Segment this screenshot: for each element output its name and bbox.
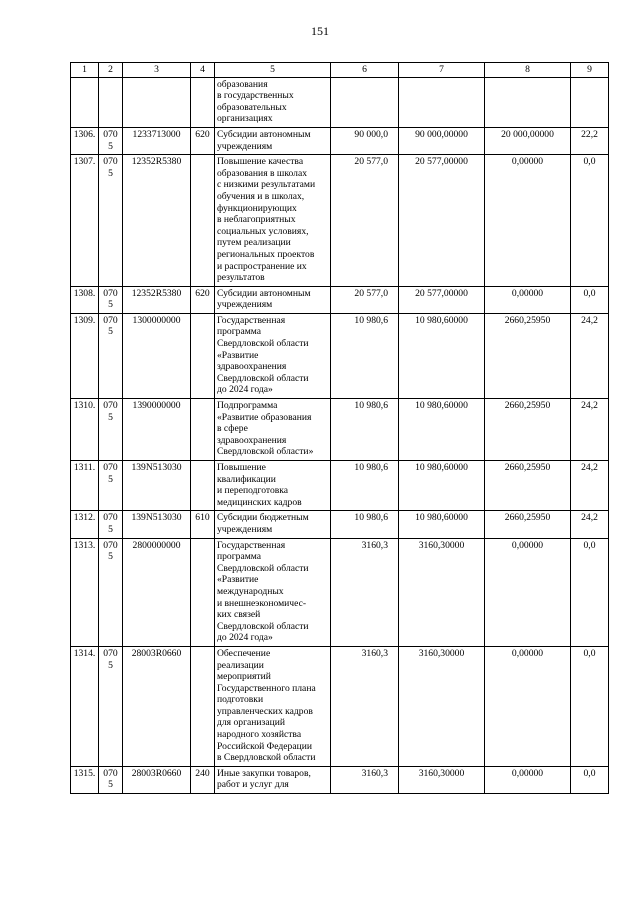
item-name-cell xyxy=(215,766,331,793)
execution-cell: 0,00000 xyxy=(485,155,571,287)
table-row xyxy=(71,286,609,313)
item-name-line: Государственная xyxy=(217,539,286,551)
item-name-line: функционирующих xyxy=(217,202,297,214)
amount-cell: 90 000,00000 xyxy=(399,127,485,154)
amount-cell: 3160,3 xyxy=(331,646,399,766)
item-name-cell xyxy=(215,127,331,154)
table-row xyxy=(71,766,609,793)
item-name-line: Государственного плана xyxy=(217,682,316,694)
percent-cell: 0,0 xyxy=(571,286,609,313)
amount-cell: 20 577,0 xyxy=(331,286,399,313)
item-name-line: до 2024 года» xyxy=(217,384,273,396)
execution-cell: 20 000,00000 xyxy=(485,127,571,154)
item-name-line: международных xyxy=(217,585,284,597)
execution-cell: 0,00000 xyxy=(485,286,571,313)
item-name-line: в сфере xyxy=(217,423,248,435)
item-name-line: народного хозяйства xyxy=(217,729,302,741)
execution-cell: 2660,25950 xyxy=(485,399,571,461)
item-name-line: до 2024 года» xyxy=(217,632,273,644)
item-name-line: и внешнеэкономичес- xyxy=(217,597,307,609)
header-row xyxy=(71,63,609,78)
execution-cell: 2660,25950 xyxy=(485,511,571,538)
amount-cell: 10 980,60000 xyxy=(399,511,485,538)
row-number-cell: 1315. xyxy=(71,766,99,793)
column-header: 3 xyxy=(123,63,191,78)
item-name-line: Российской Федерации xyxy=(217,740,312,752)
item-name-line: «Развитие образования xyxy=(217,411,312,423)
target-article-cell: 12352R5380 xyxy=(123,155,191,287)
item-name-line: с низкими результатами xyxy=(217,179,316,191)
target-article-cell: 1233713000 xyxy=(123,127,191,154)
target-article-cell: 139N513030 xyxy=(123,461,191,511)
item-name-line: Свердловской области xyxy=(217,372,309,384)
row-number-cell: 1311. xyxy=(71,461,99,511)
item-name-cell xyxy=(215,286,331,313)
table-row xyxy=(71,127,609,154)
column-header: 5 xyxy=(215,63,331,78)
expense-type-cell xyxy=(191,77,215,127)
amount-cell: 10 980,60000 xyxy=(399,461,485,511)
item-name-line: Свердловской области xyxy=(217,338,309,350)
item-name-line: работ и услуг для xyxy=(217,779,289,791)
section-code-cell: 0705 xyxy=(99,155,123,287)
item-name-cell xyxy=(215,313,331,398)
item-name-line: для организаций xyxy=(217,717,285,729)
amount-cell xyxy=(331,77,399,127)
item-name-line: Обеспечение xyxy=(217,647,271,659)
item-name-line: образования xyxy=(217,78,268,90)
column-header: 4 xyxy=(191,63,215,78)
target-article-cell: 12352R5380 xyxy=(123,286,191,313)
item-name-cell xyxy=(215,538,331,646)
item-name-line: в государственных xyxy=(217,90,294,102)
item-name-line: Свердловской области xyxy=(217,620,309,632)
table-row xyxy=(71,155,609,287)
item-name-line: образования в школах xyxy=(217,167,308,179)
percent-cell: 0,0 xyxy=(571,766,609,793)
target-article-cell: 1300000000 xyxy=(123,313,191,398)
section-code-cell: 0705 xyxy=(99,538,123,646)
expense-type-cell xyxy=(191,313,215,398)
item-name-line: Субсидии автономным xyxy=(217,287,311,299)
table-body xyxy=(71,77,609,793)
amount-cell: 10 980,6 xyxy=(331,399,399,461)
amount-cell: 10 980,60000 xyxy=(399,399,485,461)
table-row xyxy=(71,646,609,766)
amount-cell: 10 980,6 xyxy=(331,511,399,538)
item-name-line: «Развитие xyxy=(217,349,259,361)
item-name-line: медицинских кадров xyxy=(217,496,302,508)
row-number-cell: 1312. xyxy=(71,511,99,538)
section-code-cell: 0705 xyxy=(99,646,123,766)
percent-cell: 22,2 xyxy=(571,127,609,154)
section-code-cell: 0705 xyxy=(99,461,123,511)
item-name-line: Иные закупки товаров, xyxy=(217,767,311,779)
table-row xyxy=(71,461,609,511)
amount-cell: 3160,30000 xyxy=(399,766,485,793)
item-name-line: учреждениям xyxy=(217,140,273,152)
expense-type-cell: 240 xyxy=(191,766,215,793)
section-code-cell: 0705 xyxy=(99,286,123,313)
row-number-cell: 1306. xyxy=(71,127,99,154)
item-name-line: в неблагоприятных xyxy=(217,214,296,226)
item-name-cell xyxy=(215,646,331,766)
item-name-line: управленческих кадров xyxy=(217,705,313,717)
percent-cell: 0,0 xyxy=(571,538,609,646)
column-header: 7 xyxy=(399,63,485,78)
execution-cell xyxy=(485,77,571,127)
item-name-cell xyxy=(215,399,331,461)
amount-cell: 90 000,0 xyxy=(331,127,399,154)
item-name-line: учреждениям xyxy=(217,299,273,311)
item-name-line: Свердловской области» xyxy=(217,446,314,458)
amount-cell: 3160,30000 xyxy=(399,538,485,646)
execution-cell: 0,00000 xyxy=(485,766,571,793)
column-header: 6 xyxy=(331,63,399,78)
item-name-line: социальных условиях, xyxy=(217,225,309,237)
item-name-cell xyxy=(215,461,331,511)
item-name-line: в Свердловской области xyxy=(217,752,316,764)
column-header: 8 xyxy=(485,63,571,78)
item-name-line: результатов xyxy=(217,272,265,284)
row-number-cell: 1309. xyxy=(71,313,99,398)
expense-type-cell xyxy=(191,399,215,461)
section-code-cell xyxy=(99,77,123,127)
item-name-line: здравоохранения xyxy=(217,434,287,446)
item-name-line: Свердловской области xyxy=(217,562,309,574)
item-name-line: путем реализации xyxy=(217,237,291,249)
table-row xyxy=(71,313,609,398)
row-number-cell: 1310. xyxy=(71,399,99,461)
item-name-line: и переподготовка xyxy=(217,485,289,497)
execution-cell: 0,00000 xyxy=(485,646,571,766)
table-row xyxy=(71,511,609,538)
execution-cell: 2660,25950 xyxy=(485,313,571,398)
row-number-cell: 1307. xyxy=(71,155,99,287)
section-code-cell: 0705 xyxy=(99,313,123,398)
row-number-cell: 1308. xyxy=(71,286,99,313)
item-name-line: Повышение качества xyxy=(217,156,304,168)
expense-type-cell: 610 xyxy=(191,511,215,538)
expense-type-cell xyxy=(191,538,215,646)
percent-cell: 0,0 xyxy=(571,155,609,287)
item-name-cell xyxy=(215,511,331,538)
item-name-line: Повышение xyxy=(217,462,266,473)
row-number-cell: 1314. xyxy=(71,646,99,766)
percent-cell: 24,2 xyxy=(571,511,609,538)
expense-type-cell: 620 xyxy=(191,127,215,154)
amount-cell: 20 577,00000 xyxy=(399,286,485,313)
item-name-cell xyxy=(215,77,331,127)
item-name-cell xyxy=(215,155,331,287)
item-name-line: образовательных xyxy=(217,101,287,113)
column-header: 2 xyxy=(99,63,123,78)
percent-cell: 0,0 xyxy=(571,646,609,766)
amount-cell: 10 980,60000 xyxy=(399,313,485,398)
target-article-cell: 2800000000 xyxy=(123,538,191,646)
amount-cell: 20 577,00000 xyxy=(399,155,485,287)
expense-type-cell xyxy=(191,155,215,287)
item-name-line: Субсидии автономным xyxy=(217,128,311,140)
amount-cell: 3160,30000 xyxy=(399,646,485,766)
column-header: 1 xyxy=(71,63,99,78)
target-article-cell: 1390000000 xyxy=(123,399,191,461)
item-name-line: программа xyxy=(217,326,262,338)
amount-cell: 20 577,0 xyxy=(331,155,399,287)
section-code-cell: 0705 xyxy=(99,399,123,461)
table-row xyxy=(71,77,609,127)
item-name-line: «Развитие xyxy=(217,574,259,586)
execution-cell: 0,00000 xyxy=(485,538,571,646)
section-code-cell: 0705 xyxy=(99,511,123,538)
item-name-line: квалификации xyxy=(217,473,276,485)
item-name-line: Государственная xyxy=(217,314,286,326)
target-article-cell: 28003R0660 xyxy=(123,766,191,793)
item-name-line: программа xyxy=(217,551,262,563)
row-number-cell: 1313. xyxy=(71,538,99,646)
expense-type-cell xyxy=(191,646,215,766)
table-row xyxy=(71,399,609,461)
item-name-line: обучения и в школах, xyxy=(217,190,305,202)
item-name-line: региональных проектов xyxy=(217,248,315,260)
column-header: 9 xyxy=(571,63,609,78)
amount-cell: 3160,3 xyxy=(331,538,399,646)
expense-type-cell: 620 xyxy=(191,286,215,313)
amount-cell xyxy=(399,77,485,127)
percent-cell: 24,2 xyxy=(571,461,609,511)
item-name-line: мероприятий xyxy=(217,671,271,683)
page-number: 151 xyxy=(311,24,329,38)
item-name-line: здравоохранения xyxy=(217,361,287,373)
item-name-line: учреждениям xyxy=(217,523,273,535)
section-code-cell: 0705 xyxy=(99,766,123,793)
expense-type-cell xyxy=(191,461,215,511)
row-number-cell xyxy=(71,77,99,127)
execution-cell: 2660,25950 xyxy=(485,461,571,511)
amount-cell: 10 980,6 xyxy=(331,313,399,398)
percent-cell: 24,2 xyxy=(571,399,609,461)
target-article-cell: 139N513030 xyxy=(123,511,191,538)
section-code-cell: 0705 xyxy=(99,127,123,154)
percent-cell: 24,2 xyxy=(571,313,609,398)
item-name-line: реализации xyxy=(217,659,264,671)
target-article-cell: 28003R0660 xyxy=(123,646,191,766)
item-name-line: и распространение их xyxy=(217,260,307,272)
item-name-line: подготовки xyxy=(217,694,264,706)
table-row xyxy=(71,538,609,646)
amount-cell: 10 980,6 xyxy=(331,461,399,511)
percent-cell xyxy=(571,77,609,127)
item-name-line: ких связей xyxy=(217,609,261,621)
amount-cell: 3160,3 xyxy=(331,766,399,793)
target-article-cell xyxy=(123,77,191,127)
item-name-line: организациях xyxy=(217,113,273,125)
budget-table xyxy=(70,62,609,794)
item-name-line: Субсидии бюджетным xyxy=(217,512,309,524)
item-name-line: Подпрограмма xyxy=(217,400,278,412)
